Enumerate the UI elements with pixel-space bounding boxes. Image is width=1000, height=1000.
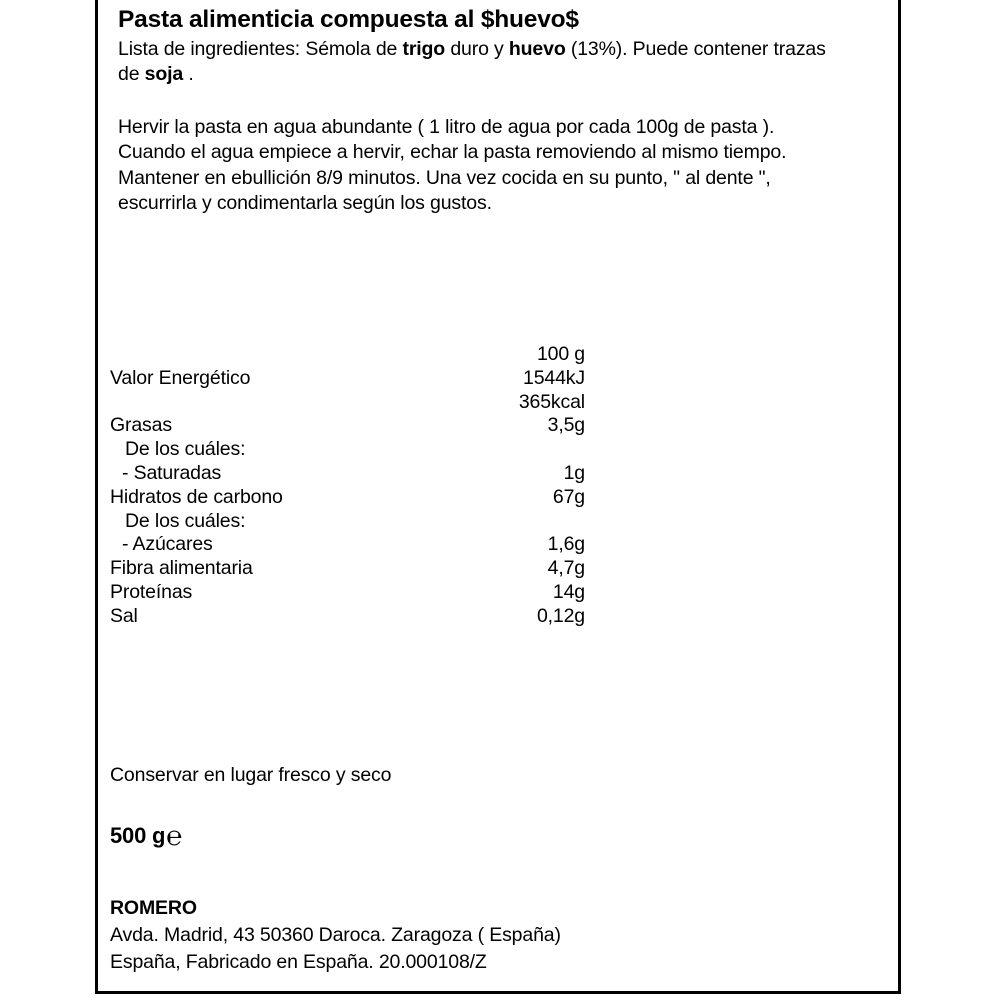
nutrition-table xyxy=(110,343,590,629)
manufacturer-address: Avda. Madrid, 43 50360 Daroca. Zaragoza ( España) xyxy=(110,924,561,946)
cooking-line: Mantener en ebullición 8/9 minutos. Una vez cocida en su punto, " al dente ", xyxy=(118,166,771,189)
nutrient-label: Grasas xyxy=(110,414,172,437)
cooking-line: Cuando el agua empiece a hervir, echar la pasta removiendo al mismo tiempo. xyxy=(118,141,787,164)
table-row xyxy=(110,510,590,534)
table-row xyxy=(110,605,590,629)
nutrient-label: - Saturadas xyxy=(122,461,222,484)
net-weight-value: 500 g xyxy=(110,823,166,848)
nutrient-label: Proteínas xyxy=(110,580,193,603)
net-weight xyxy=(110,819,182,850)
table-row xyxy=(110,414,590,438)
product-label-frame xyxy=(95,0,901,994)
manufacturer-origin: España, Fabricado en España. 20.000108/Z xyxy=(110,950,487,973)
table-row xyxy=(110,486,590,510)
table-row xyxy=(110,462,590,486)
nutrient-value: 67g xyxy=(552,485,585,508)
cooking-line: escurrirla y condimentarla según los gustos. xyxy=(118,192,492,215)
nutrient-label: Valor Energético xyxy=(110,366,251,389)
nutrient-value: 0,12g xyxy=(536,604,585,627)
nutrient-label xyxy=(110,391,450,415)
estimated-sign-icon: ℮ xyxy=(166,821,183,851)
ingredients-prefix: Lista de ingredientes: Sémola de xyxy=(118,37,403,60)
nutrient-value: 1,6g xyxy=(547,533,585,556)
nutrient-label: Hidratos de carbono xyxy=(110,485,283,508)
nutrient-value: 365kcal xyxy=(518,390,585,413)
nutrient-value: 1544kJ xyxy=(523,366,585,389)
nutrient-label: - Azúcares xyxy=(122,533,213,556)
manufacturer-block xyxy=(110,895,561,975)
table-row xyxy=(110,367,590,391)
nutrition-table-grid xyxy=(110,343,590,629)
nutrient-label: Fibra alimentaria xyxy=(110,557,253,580)
nutrient-label: De los cuáles: xyxy=(125,509,246,532)
ingredients-mid-2: (13%). Puede contener trazas de xyxy=(118,37,826,86)
nutrition-header-blank xyxy=(110,343,450,367)
nutrient-label: Sal xyxy=(110,604,138,627)
ingredients-suffix: . xyxy=(183,63,194,86)
nutrient-value xyxy=(450,510,590,534)
nutrient-label: De los cuáles: xyxy=(125,438,246,461)
ingredients-list xyxy=(118,37,848,88)
table-row xyxy=(110,533,590,557)
cooking-line: Hervir la pasta en agua abundante ( 1 litro de agua por cada 100g de pasta ). xyxy=(118,115,775,138)
table-row xyxy=(110,391,590,415)
nutrient-value xyxy=(450,438,590,462)
product-title: Pasta alimenticia compuesta al $huevo$ xyxy=(118,6,579,33)
nutrient-value: 3,5g xyxy=(547,414,585,437)
allergen-trigo: trigo xyxy=(402,37,446,60)
ingredients-mid-1: duro y xyxy=(445,37,509,60)
table-row-header xyxy=(110,343,590,367)
nutrient-value: 1g xyxy=(563,461,585,484)
storage-instructions: Conservar en lugar fresco y seco xyxy=(110,764,392,786)
nutrient-value: 4,7g xyxy=(547,557,585,580)
nutrition-column-header: 100 g xyxy=(536,343,585,365)
allergen-soja: soja xyxy=(144,63,184,86)
nutrient-value: 14g xyxy=(552,580,585,603)
table-row xyxy=(110,438,590,462)
manufacturer-name: ROMERO xyxy=(110,897,197,919)
table-row xyxy=(110,557,590,581)
cooking-instructions xyxy=(118,115,863,217)
allergen-huevo: huevo xyxy=(508,37,566,60)
label-content xyxy=(118,7,884,217)
table-row xyxy=(110,581,590,605)
